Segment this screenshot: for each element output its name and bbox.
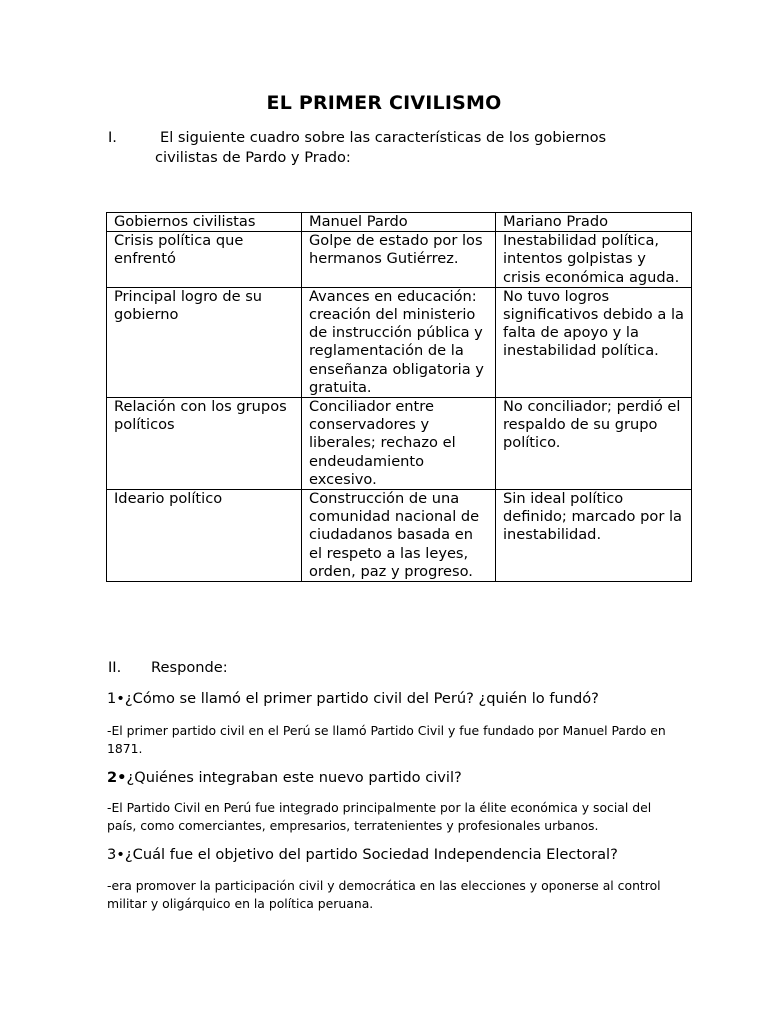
section-1-text: El siguiente cuadro sobre las características de los gobiernos civilistas de Pardo y Prado:	[155, 129, 607, 166]
question-3	[107, 845, 618, 865]
table-cell: Avances en educación: creación del ministerio de instrucción pública y reglamentación de la enseñanza obligatoria y gratuita.	[302, 287, 496, 397]
answer-3: -era promover la participación civil y democrática en las elecciones y oponerse al control militar y oligárquico en la política peruana.	[107, 878, 661, 911]
table-cell: Sin ideal político definido; marcado por la inestabilidad.	[496, 490, 692, 582]
table-row	[107, 287, 692, 397]
page-title: EL PRIMER CIVILISMO	[266, 92, 502, 114]
table-row	[107, 398, 692, 490]
table-cell: Ideario político	[107, 490, 302, 582]
table-cell: No tuvo logros significativos debido a la falta de apoyo y la inestabilidad política.	[496, 287, 692, 397]
section-2-text: Responde:	[151, 659, 228, 676]
section-2-number: II.	[108, 659, 122, 676]
answer-1: -El primer partido civil en el Perú se llamó Partido Civil y fue fundado por Manuel Pardo en 1871.	[107, 723, 666, 756]
table-row	[107, 490, 692, 582]
question-text: ¿Cuál fue el objetivo del partido Sociedad Independencia Electoral?	[124, 846, 618, 863]
question-text: ¿Quiénes integraban este nuevo partido civil?	[126, 769, 462, 786]
table-header-cell: Mariano Prado	[496, 213, 692, 232]
table-cell: Relación con los grupos políticos	[107, 398, 302, 490]
comparison-table	[106, 212, 692, 582]
table-header-cell: Gobiernos civilistas	[107, 213, 302, 232]
table-cell: Construcción de una comunidad nacional de ciudadanos basada en el respeto a las leyes, orden, paz y progreso.	[302, 490, 496, 582]
table-row	[107, 232, 692, 288]
question-text: ¿Cómo se llamó el primer partido civil del Perú? ¿quién lo fundó?	[124, 690, 599, 707]
table-cell: Principal logro de su gobierno	[107, 287, 302, 397]
question-1	[107, 689, 599, 709]
table-cell: Inestabilidad política, intentos golpistas y crisis económica aguda.	[496, 232, 692, 288]
table-header-cell: Manuel Pardo	[302, 213, 496, 232]
table-cell: Crisis política que enfrentó	[107, 232, 302, 288]
question-2	[107, 768, 462, 788]
question-number: 2•	[107, 769, 127, 786]
section-1-number: I.	[108, 129, 117, 146]
table-cell: No conciliador; perdió el respaldo de su grupo político.	[496, 398, 692, 490]
table-header-row	[107, 213, 692, 232]
table-cell: Conciliador entre conservadores y liberales; rechazo el endeudamiento excesivo.	[302, 398, 496, 490]
question-number: 1•	[107, 690, 125, 707]
table-cell: Golpe de estado por los hermanos Gutiérrez.	[302, 232, 496, 288]
answer-2: -El Partido Civil en Perú fue integrado principalmente por la élite económica y social del país, como comerciantes, empresarios, terratenientes y profesionales urbanos.	[107, 800, 652, 833]
question-number: 3•	[107, 846, 125, 863]
